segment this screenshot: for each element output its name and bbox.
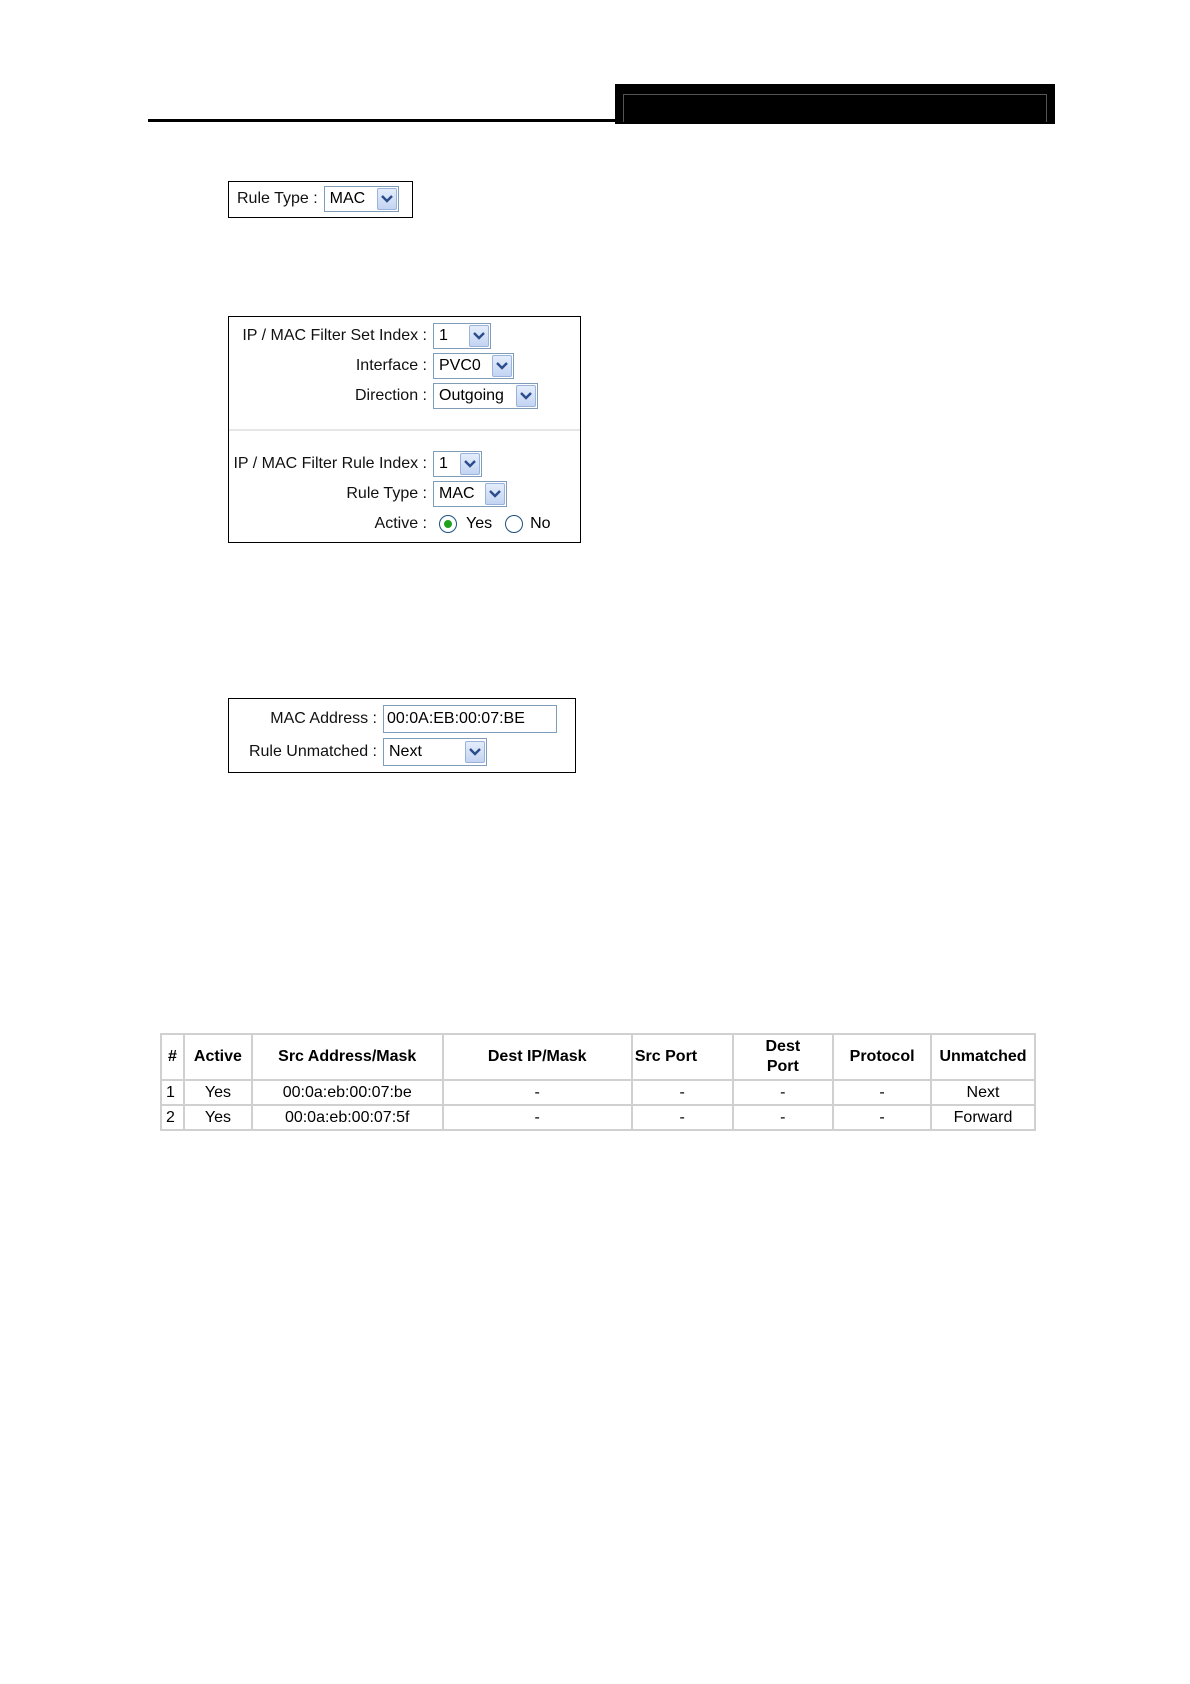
cell-src-port: - [632,1080,733,1105]
cell-dest-ip: - [443,1105,632,1130]
cell-dest-ip: - [443,1080,632,1105]
cell-dest-port: - [733,1080,834,1105]
active-yes-radio[interactable] [439,515,457,533]
cell-active: Yes [184,1105,252,1130]
rule-type-select[interactable] [324,186,399,212]
header-num: # [161,1034,184,1080]
header-active: Active [184,1034,252,1080]
header-dest-port-line1: Dest [765,1038,801,1055]
chevron-down-icon [460,453,480,475]
header-src-port: Src Port [632,1034,733,1080]
cell-src-port: - [632,1105,733,1130]
table-row [161,1080,1035,1105]
set-index-value: 1 [439,327,448,344]
interface-select[interactable] [433,353,514,379]
radio-selected-dot [444,520,452,528]
set-index-select[interactable] [433,323,491,349]
header-protocol: Protocol [833,1034,931,1080]
set-index-label: IP / MAC Filter Set Index : [242,327,427,344]
header-dest-ip: Dest IP/Mask [443,1034,632,1080]
active-no-radio[interactable] [505,515,523,533]
rule-type-label: Rule Type : [237,190,318,207]
cell-src: 00:0a:eb:00:07:5f [252,1105,443,1130]
header-rule [148,119,615,122]
direction-value: Outgoing [439,387,504,404]
cell-num: 1 [161,1080,184,1105]
active-label: Active : [374,515,427,532]
mac-address-label: MAC Address : [270,710,377,727]
rule-unmatched-value: Next [389,743,422,760]
direction-select[interactable] [433,383,538,409]
mac-panel [228,698,576,773]
rule-unmatched-select[interactable] [383,738,487,766]
cell-active: Yes [184,1080,252,1105]
cell-dest-port: - [733,1105,834,1130]
rule-unmatched-label: Rule Unmatched : [248,743,377,760]
cell-unmatched: Next [931,1080,1035,1105]
chevron-down-icon [377,188,397,210]
cell-protocol: - [833,1080,931,1105]
rules-table [160,1033,1036,1131]
rule-type-label: Rule Type : [346,485,427,502]
rule-index-select[interactable] [433,451,482,477]
rule-index-value: 1 [439,455,448,472]
section-divider [229,429,580,431]
mac-address-input[interactable] [383,705,557,733]
cell-unmatched: Forward [931,1105,1035,1130]
rule-index-label: IP / MAC Filter Rule Index : [233,455,427,472]
mac-address-value: 00:0A:EB:00:07:BE [387,710,525,727]
header-bar [615,84,1055,124]
rule-type-value: MAC [439,485,475,502]
header-src: Src Address/Mask [252,1034,443,1080]
table-header-row [161,1034,1035,1080]
header-dest-port [733,1034,834,1080]
header-bar-inner [623,94,1047,122]
chevron-down-icon [465,741,485,763]
direction-label: Direction : [354,387,427,404]
chevron-down-icon [516,385,536,407]
interface-label: Interface : [355,357,427,374]
chevron-down-icon [492,355,512,377]
rule-type-panel [228,181,413,218]
chevron-down-icon [469,325,489,347]
cell-src: 00:0a:eb:00:07:be [252,1080,443,1105]
active-yes-label: Yes [466,515,493,532]
cell-num: 2 [161,1105,184,1130]
header-dest-port-line2: Port [766,1058,799,1075]
table-row [161,1105,1035,1130]
rule-type-value: MAC [329,190,366,207]
filter-panel [228,316,581,543]
active-no-label: No [530,515,551,532]
header-unmatched: Unmatched [931,1034,1035,1080]
chevron-down-icon [485,483,505,505]
rule-type-select[interactable] [433,481,507,507]
cell-protocol: - [833,1105,931,1130]
interface-value: PVC0 [439,357,481,374]
